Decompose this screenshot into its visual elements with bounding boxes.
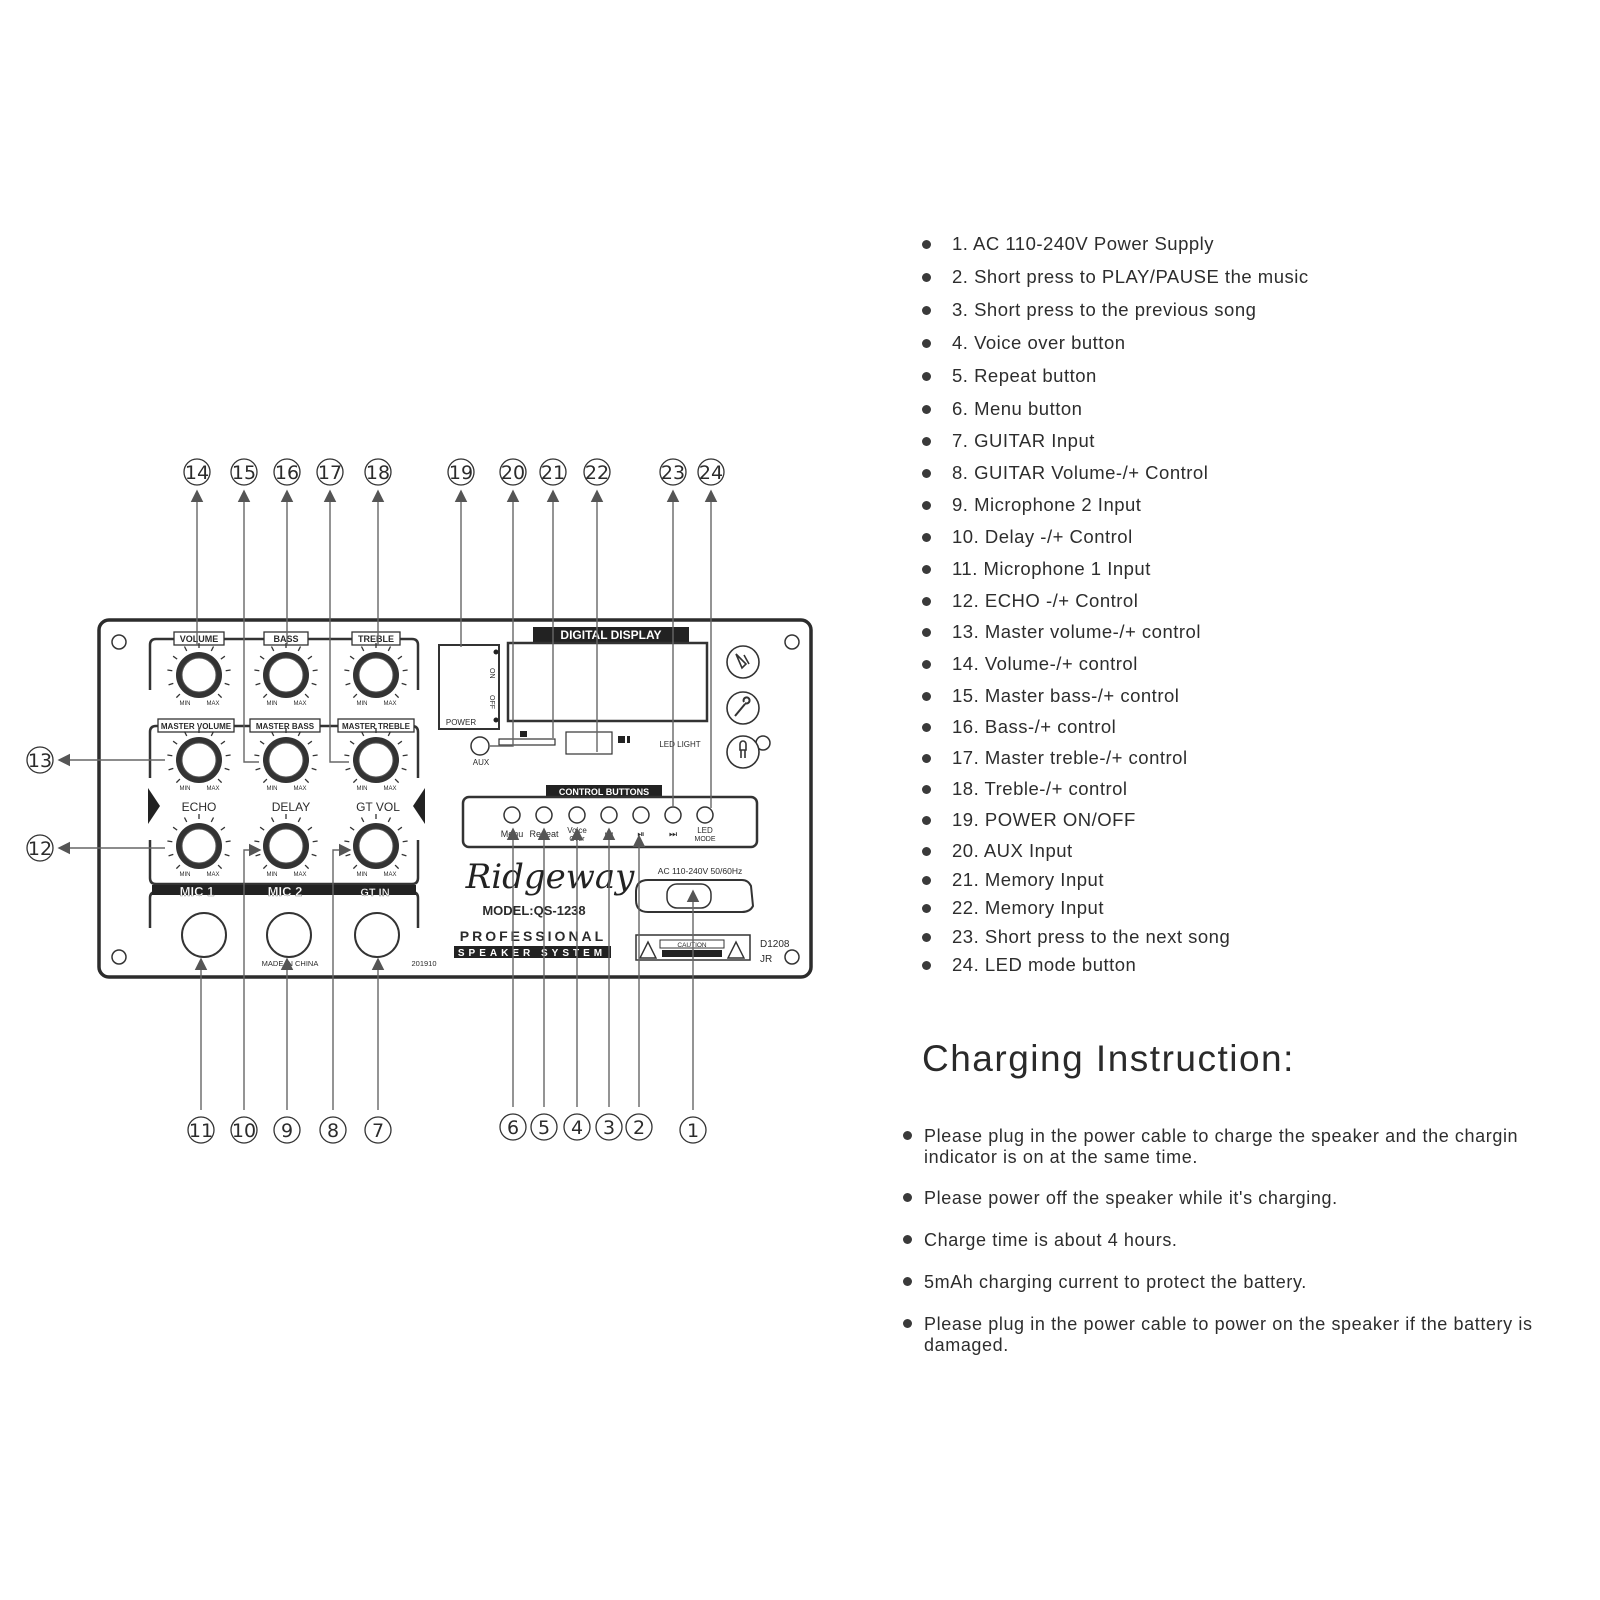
power-on-label: ON xyxy=(488,668,495,679)
knob-label-delay: DELAY xyxy=(271,800,311,814)
voice-over-button-label: Over xyxy=(569,836,585,843)
microphone-icon xyxy=(727,692,759,724)
charging-item: Charge time is about 4 hours. xyxy=(902,1230,1592,1251)
knob-label-gt-vol: GT VOL xyxy=(356,800,400,814)
feature-item: 6. Menu button xyxy=(922,399,1082,419)
feature-item: 7. GUITAR Input xyxy=(922,431,1095,451)
professional-label: PROFESSIONAL xyxy=(459,928,607,944)
feature-item: 4. Voice over button xyxy=(922,333,1126,353)
feature-item: 10. Delay -/+ Control xyxy=(922,527,1133,547)
led-mode-button[interactable] xyxy=(697,807,713,823)
feature-item: 22. Memory Input xyxy=(922,898,1104,918)
charging-item: 5mAh charging current to protect the battery. xyxy=(902,1272,1592,1293)
feature-item: 20. AUX Input xyxy=(922,841,1073,861)
input-label-mic2: MIC 2 xyxy=(267,884,303,899)
knob-max-label: MAX xyxy=(206,786,220,792)
led-mode-button-label: MODE xyxy=(694,836,716,843)
knob-max-label: MAX xyxy=(383,701,397,707)
caution-label: CAUTION xyxy=(677,942,707,949)
aux-jack[interactable] xyxy=(471,737,489,755)
input-label-mic1: MIC 1 xyxy=(179,884,215,899)
power-on-dot xyxy=(494,650,499,655)
feature-item: 17. Master treble-/+ control xyxy=(922,748,1188,768)
power-switch[interactable] xyxy=(439,645,499,729)
knob-label-master-volume: MASTER VOLUME xyxy=(160,722,232,731)
feature-item: 15. Master bass-/+ control xyxy=(922,686,1179,706)
knob-min-label: MIN xyxy=(356,786,368,792)
knob-label-master-bass: MASTER BASS xyxy=(255,722,315,731)
previous-button-label: ⏮ xyxy=(604,829,614,839)
callout-number: 19 xyxy=(448,462,474,484)
serial-code-b: JR xyxy=(760,954,773,965)
ac-rating-label: AC 110-240V 50/60Hz xyxy=(657,866,743,876)
knob-label-echo: ECHO xyxy=(181,800,217,814)
charging-item: Please plug in the power cable to power on the speaker if the battery is damaged. xyxy=(902,1314,1592,1356)
led-mode-button-label: LED xyxy=(697,826,713,835)
callout-number: 12 xyxy=(27,838,53,860)
digital-display-label: DIGITAL DISPLAY xyxy=(560,628,662,642)
made-in-label: MADE IN CHINA xyxy=(261,959,319,968)
menu-button-label: Menu xyxy=(500,829,524,839)
callout-number: 16 xyxy=(274,462,300,484)
panel-code: 201910 xyxy=(411,959,437,968)
model-label: MODEL:QS-1238 xyxy=(482,903,586,918)
knob-label-bass: BASS xyxy=(273,634,299,644)
callout-number: 17 xyxy=(317,462,343,484)
charging-item: Please plug in the power cable to charge the speaker and the chargin indicator is on at the same time. xyxy=(902,1126,1592,1168)
callout-number: 7 xyxy=(371,1120,385,1142)
knob-max-label: MAX xyxy=(383,872,397,878)
knob-min-label: MIN xyxy=(266,786,278,792)
callout-number: 3 xyxy=(602,1117,616,1139)
knob-label-master-treble: MASTER TREBLE xyxy=(342,722,410,731)
power-off-dot xyxy=(494,718,499,723)
voice-over-button[interactable] xyxy=(569,807,585,823)
knob-min-label: MIN xyxy=(356,701,368,707)
knob-max-label: MAX xyxy=(293,786,307,792)
callout-number: 11 xyxy=(188,1120,214,1142)
aux-label: AUX xyxy=(472,758,490,767)
callout-number: 23 xyxy=(660,462,686,484)
knob-min-label: MIN xyxy=(179,786,191,792)
feature-item: 2. Short press to PLAY/PAUSE the music xyxy=(922,267,1309,287)
feature-item: 13. Master volume-/+ control xyxy=(922,622,1201,642)
power-off-label: OFF xyxy=(488,695,495,709)
repeat-button[interactable] xyxy=(536,807,552,823)
play-pause-button-label: ⏯ xyxy=(637,829,645,839)
callout-number: 2 xyxy=(632,1117,646,1139)
feature-item: 9. Microphone 2 Input xyxy=(922,495,1141,515)
knob-label-volume: VOLUME xyxy=(179,634,219,644)
feature-item: 23. Short press to the next song xyxy=(922,927,1230,947)
input-label-gt-in: GT IN xyxy=(360,887,390,899)
feature-item: 19. POWER ON/OFF xyxy=(922,810,1136,830)
power-label: POWER xyxy=(445,718,477,727)
callout-number: 6 xyxy=(506,1117,520,1139)
menu-button[interactable] xyxy=(504,807,520,823)
charging-item: Please power off the speaker while it's charging. xyxy=(902,1188,1592,1209)
usb-slot[interactable] xyxy=(499,739,555,745)
speaker-system-label: SPEAKER SYSTEM xyxy=(457,948,607,959)
callout-number: 20 xyxy=(500,462,526,484)
feature-item: 8. GUITAR Volume-/+ Control xyxy=(922,463,1208,483)
feature-item: 11. Microphone 1 Input xyxy=(922,559,1151,579)
knob-min-label: MIN xyxy=(356,872,368,878)
callout-number: 18 xyxy=(365,462,391,484)
callout-number: 24 xyxy=(698,462,724,484)
feature-item: 14. Volume-/+ control xyxy=(922,654,1138,674)
callout-number: 4 xyxy=(570,1117,584,1139)
knob-label-treble: TREBLE xyxy=(358,634,394,644)
repeat-button-label: Repeat xyxy=(529,829,559,839)
mic1-jack[interactable] xyxy=(182,913,226,957)
callout-number: 21 xyxy=(540,462,566,484)
knob-min-label: MIN xyxy=(266,872,278,878)
feature-item: 24. LED mode button xyxy=(922,955,1136,975)
feature-item: 18. Treble-/+ control xyxy=(922,779,1128,799)
next-button[interactable] xyxy=(665,807,681,823)
led-light-label: LED LIGHT xyxy=(659,740,701,749)
callout-number: 13 xyxy=(27,750,53,772)
brand-logo: Ridgeway xyxy=(465,857,635,897)
knob-max-label: MAX xyxy=(206,872,220,878)
knob-max-label: MAX xyxy=(293,701,307,707)
callout-number: 8 xyxy=(326,1120,340,1142)
feature-item: 21. Memory Input xyxy=(922,870,1104,890)
feature-item: 16. Bass-/+ control xyxy=(922,717,1116,737)
callout-number: 15 xyxy=(231,462,257,484)
control-buttons-label: CONTROL BUTTONS xyxy=(558,787,650,797)
mic2-jack[interactable] xyxy=(267,913,311,957)
knob-min-label: MIN xyxy=(179,701,191,707)
knob-min-label: MIN xyxy=(179,872,191,878)
feature-item: 1. AC 110-240V Power Supply xyxy=(922,234,1214,254)
callout-number: 9 xyxy=(280,1120,294,1142)
feature-item: 5. Repeat button xyxy=(922,366,1097,386)
charging-title: Charging Instruction: xyxy=(922,1038,1295,1079)
voice-over-button-label: Voice xyxy=(567,826,587,835)
sd-card-slot[interactable] xyxy=(566,732,612,754)
callout-number: 14 xyxy=(184,462,210,484)
next-button-label: ⏭ xyxy=(668,829,678,839)
feature-item: 3. Short press to the previous song xyxy=(922,300,1256,320)
sd-card-icon xyxy=(618,736,630,743)
callout-number: 22 xyxy=(584,462,610,484)
digital-display xyxy=(508,643,707,721)
knob-max-label: MAX xyxy=(293,872,307,878)
usb-icon xyxy=(520,731,527,737)
play-pause-button[interactable] xyxy=(633,807,649,823)
gt-in-jack[interactable] xyxy=(355,913,399,957)
callout-number: 5 xyxy=(537,1117,551,1139)
feature-item: 12. ECHO -/+ Control xyxy=(922,591,1138,611)
callout-number: 1 xyxy=(686,1120,700,1142)
callout-number: 10 xyxy=(231,1120,257,1142)
knob-max-label: MAX xyxy=(206,701,220,707)
serial-code-a: D1208 xyxy=(760,939,790,950)
knob-min-label: MIN xyxy=(266,701,278,707)
previous-button[interactable] xyxy=(601,807,617,823)
knob-max-label: MAX xyxy=(383,786,397,792)
